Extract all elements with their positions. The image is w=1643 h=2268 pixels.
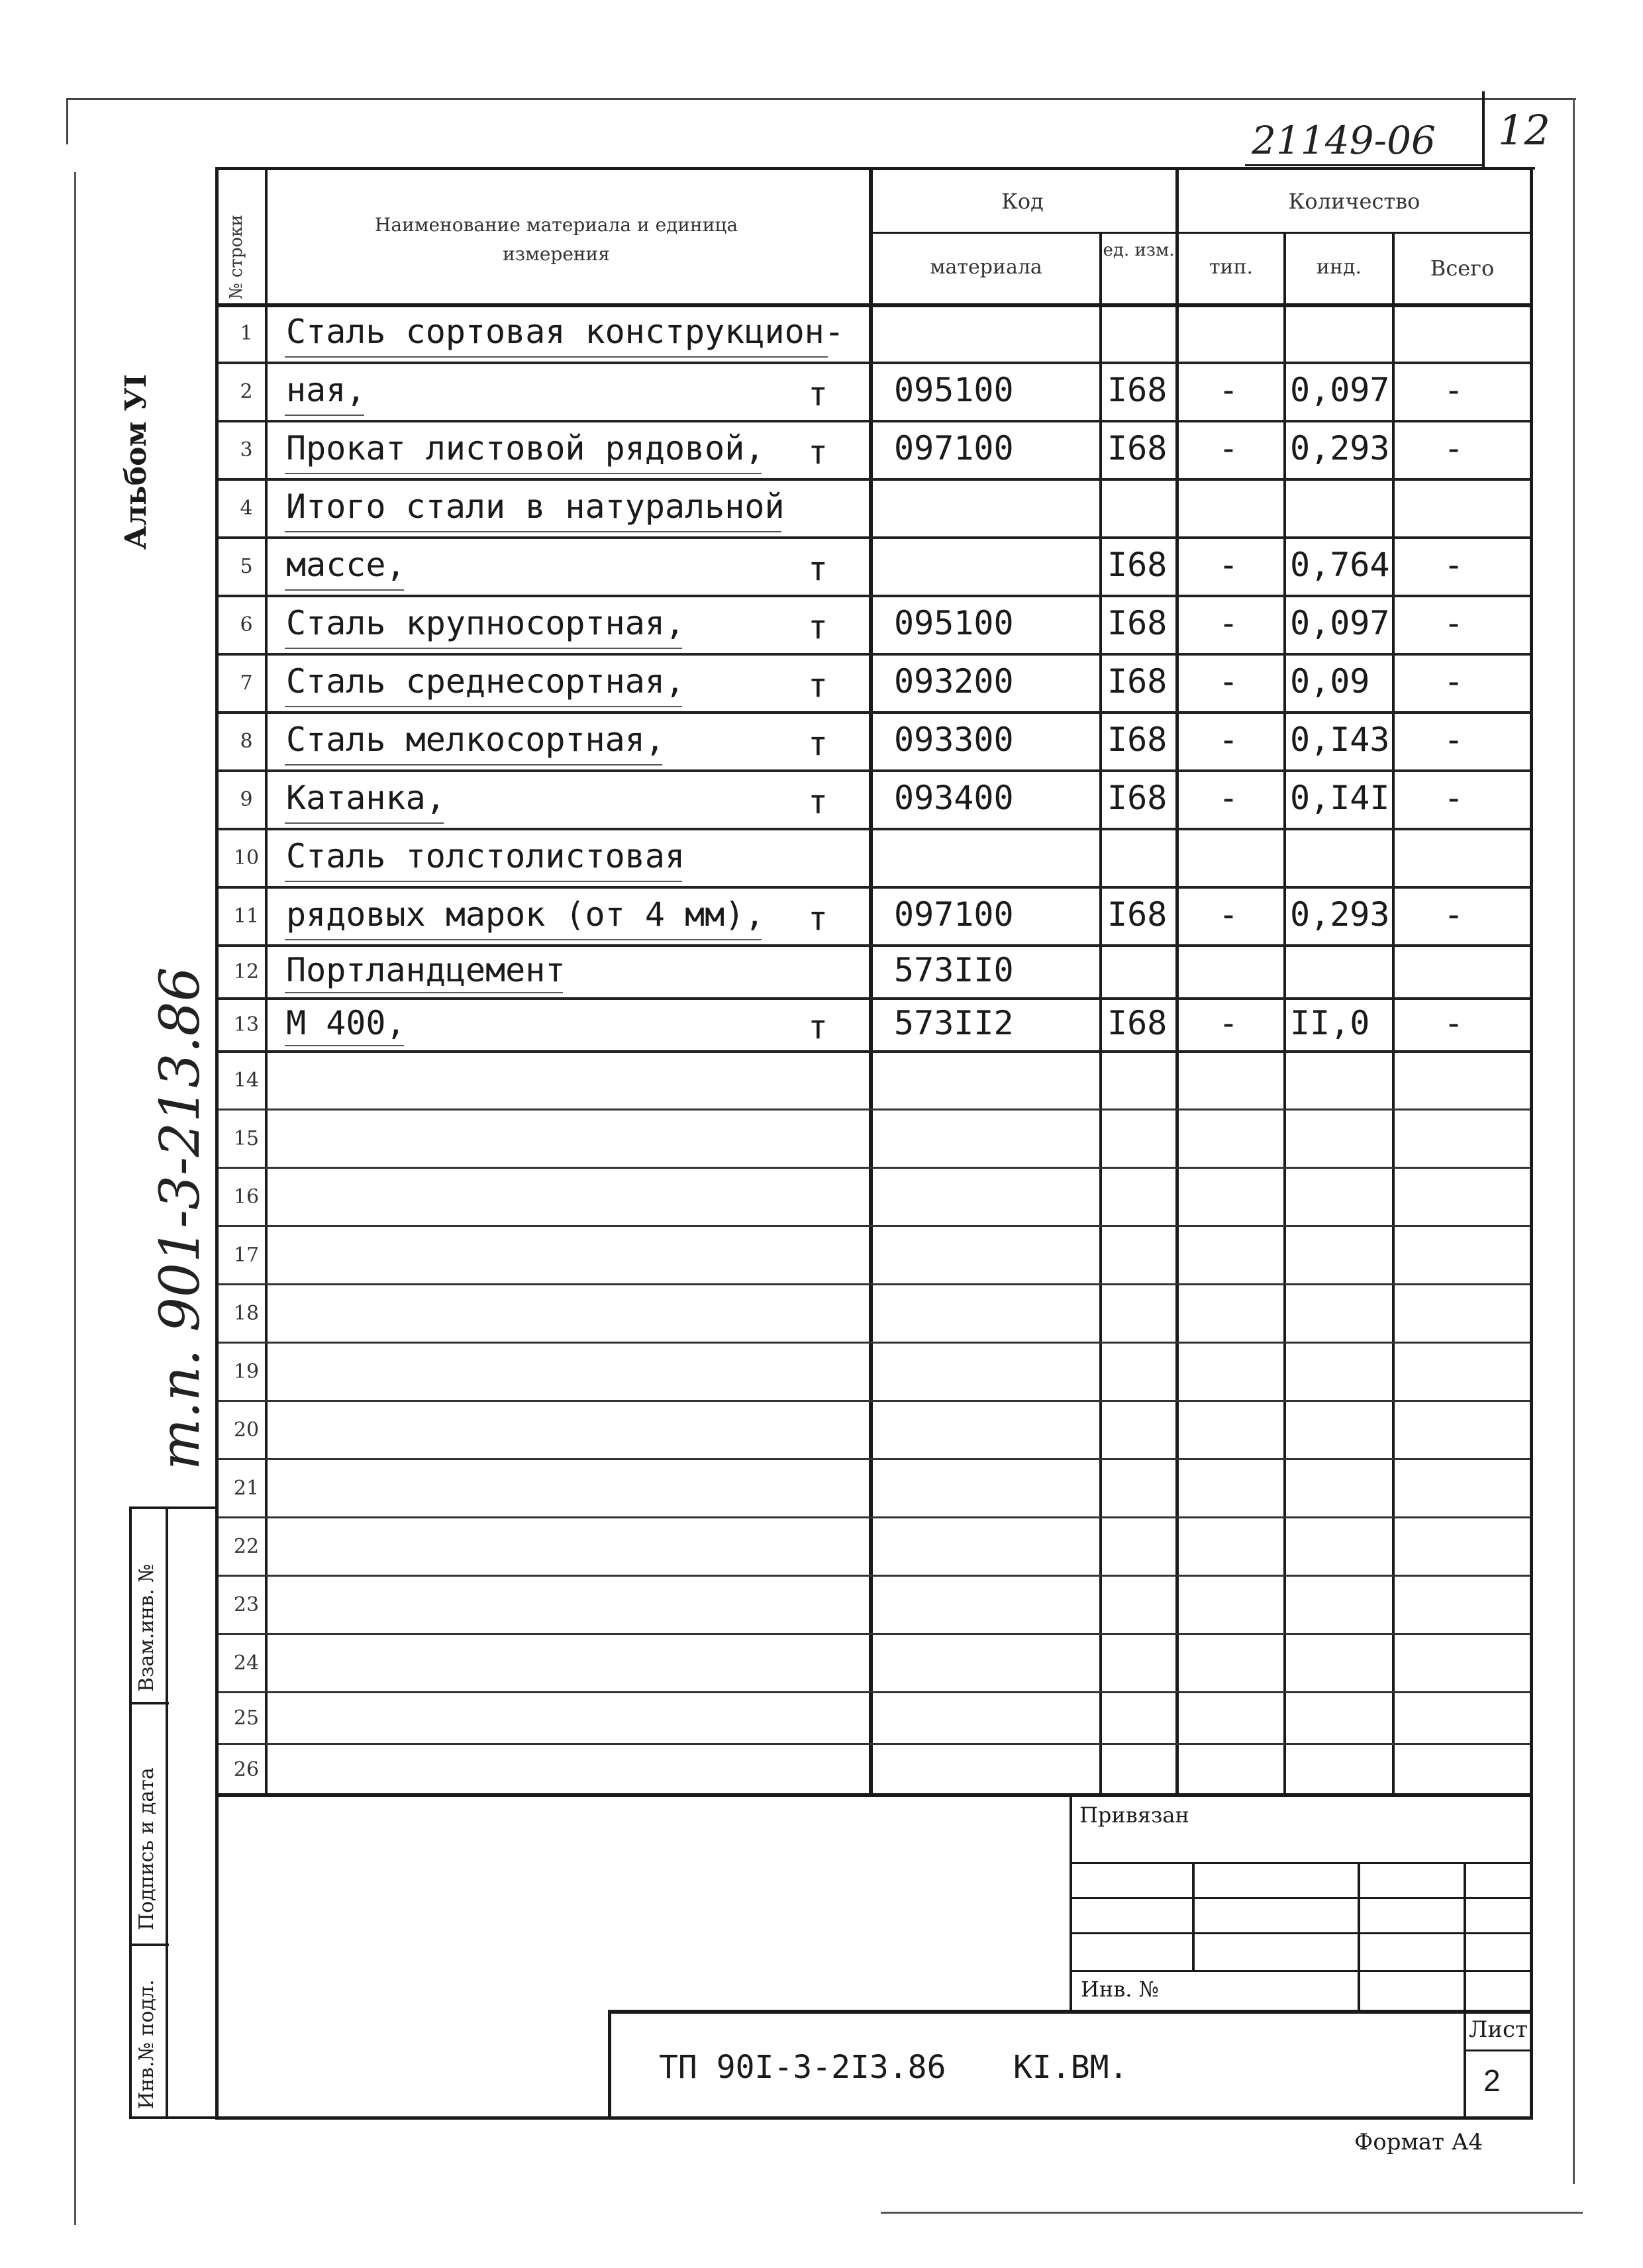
tb-vline-c xyxy=(1464,1862,1466,2117)
name-underline xyxy=(285,822,444,824)
table-row-typ: - xyxy=(1219,371,1239,409)
tb-format: Формат А4 xyxy=(1354,2129,1483,2155)
table-row-line xyxy=(219,1458,1530,1460)
table-row-number: 24 xyxy=(233,1652,260,1675)
table-row-unit: т xyxy=(808,550,828,588)
table-row-number: 2 xyxy=(240,380,253,403)
tb-privyazan-left xyxy=(1070,1793,1072,2012)
table-row-ind: II,0 xyxy=(1290,1004,1370,1042)
tb-vline-a xyxy=(1192,1862,1195,1971)
header-code: Код xyxy=(1001,189,1044,214)
table-row-line xyxy=(219,1575,1530,1577)
tb-mark: KI.BM. xyxy=(1013,2049,1128,2086)
table-row-name: Сталь среднесортная, xyxy=(286,662,685,701)
tb-designation: ТП 90I-3-2I3.86 xyxy=(659,2049,946,2086)
table-row-name: Сталь крупносортная, xyxy=(286,604,685,642)
table-row-line xyxy=(219,1633,1530,1635)
tb-main-top xyxy=(608,2010,1533,2014)
table-row-typ: - xyxy=(1219,604,1239,642)
table-row-total: - xyxy=(1444,371,1464,409)
tb-vline-b xyxy=(1358,1862,1360,2011)
header-quantity: Количество xyxy=(1288,189,1420,214)
docnum-underline xyxy=(1245,164,1483,166)
table-row-typ: - xyxy=(1219,720,1239,759)
table-row-name: Портландцемент xyxy=(286,951,566,989)
name-underline xyxy=(285,1045,404,1046)
table-row-code: 093300 xyxy=(894,720,1014,759)
table-row-line xyxy=(219,1109,1530,1110)
table-row-number: 20 xyxy=(233,1418,260,1442)
table-row-line xyxy=(219,828,1530,830)
table-row-number: 15 xyxy=(233,1127,260,1150)
table-row-unit: т xyxy=(808,783,828,821)
outer-frame-left xyxy=(66,98,68,144)
table-row-code: 095100 xyxy=(894,604,1014,642)
tb-sheet-label: Лист xyxy=(1469,2016,1528,2043)
table-row-line xyxy=(219,1342,1530,1344)
table-row-unit: т xyxy=(808,1008,828,1046)
table-row-line xyxy=(219,1225,1530,1227)
table-row-line xyxy=(219,1516,1530,1518)
col-line-ind xyxy=(1392,232,1395,1796)
table-row-line xyxy=(219,595,1530,597)
tb-privyazan: Привязан xyxy=(1079,1802,1189,1828)
table-row-typ: - xyxy=(1219,429,1239,468)
table-row-total: - xyxy=(1444,429,1464,468)
table-row-number: 10 xyxy=(233,846,260,869)
tb-top xyxy=(215,1793,1533,1797)
table-row-ind: 0,09 xyxy=(1290,662,1370,701)
name-underline xyxy=(285,356,828,358)
table-row-total: - xyxy=(1444,662,1464,701)
header-qty-total: Всего xyxy=(1430,256,1495,281)
name-underline xyxy=(285,415,364,416)
table-row-number: 6 xyxy=(240,613,253,636)
table-row-line xyxy=(219,1691,1530,1693)
table-border-top xyxy=(215,167,1533,170)
tb-sheet-line xyxy=(1464,2049,1533,2051)
table-row-number: 13 xyxy=(233,1013,260,1036)
table-border-bottom xyxy=(215,2116,1533,2120)
page-box-left xyxy=(1482,91,1485,170)
header-qty-typ: тип. xyxy=(1209,256,1254,279)
table-row-total: - xyxy=(1444,604,1464,642)
stamp-bottom xyxy=(129,2116,219,2119)
page-number: 12 xyxy=(1498,106,1550,154)
table-row-uom: I68 xyxy=(1107,546,1168,584)
table-row-name: массе, xyxy=(286,546,406,584)
table-row-line xyxy=(219,944,1530,947)
table-row-name: Катанка, xyxy=(286,779,446,817)
table-row-line xyxy=(219,1050,1530,1053)
table-row-name: Сталь мелкосортная, xyxy=(286,720,665,759)
table-row-unit: т xyxy=(808,899,828,938)
table-row-number: 5 xyxy=(240,555,253,578)
table-row-line xyxy=(219,886,1530,889)
table-row-name: Прокат листовой рядовой, xyxy=(286,429,765,468)
table-row-code: 095100 xyxy=(894,371,1014,409)
table-row-unit: т xyxy=(808,724,828,763)
table-row-name: М 400, xyxy=(286,1004,406,1042)
table-row-line xyxy=(219,1743,1530,1745)
stamp-div1 xyxy=(129,1702,169,1704)
table-row-line xyxy=(219,653,1530,656)
table-row-number: 4 xyxy=(240,497,253,520)
table-row-ind: 0,293 xyxy=(1290,895,1390,934)
table-row-number: 17 xyxy=(233,1244,260,1267)
table-row-code: 093400 xyxy=(894,779,1014,817)
header-sub-line xyxy=(869,232,1531,234)
table-row-line xyxy=(219,420,1530,422)
header-row-number: № строки xyxy=(226,215,246,299)
table-row-line xyxy=(219,769,1530,772)
table-row-line xyxy=(219,1400,1530,1402)
table-row-uom: I68 xyxy=(1107,720,1168,759)
table-row-uom: I68 xyxy=(1107,1004,1168,1042)
table-row-uom: I68 xyxy=(1107,662,1168,701)
table-row-line xyxy=(219,997,1530,1000)
table-row-code: 097100 xyxy=(894,429,1014,468)
table-row-uom: I68 xyxy=(1107,779,1168,817)
outer-frame-right xyxy=(1573,98,1575,2184)
header-name: Наименование материала и единица измерения xyxy=(374,214,738,265)
name-underline xyxy=(285,706,682,707)
name-underline xyxy=(285,648,682,649)
name-underline xyxy=(285,939,762,940)
table-row-number: 22 xyxy=(233,1535,260,1558)
name-underline xyxy=(285,531,781,532)
tb-sheet-number: 2 xyxy=(1483,2063,1501,2098)
table-row-name: ная, xyxy=(286,371,366,409)
table-row-number: 9 xyxy=(240,788,253,811)
table-row-line xyxy=(219,1283,1530,1285)
stamp-left xyxy=(129,1506,132,2119)
stamp-mid xyxy=(166,1506,168,2119)
table-row-number: 11 xyxy=(233,905,260,928)
table-row-code: 573II0 xyxy=(894,951,1014,989)
table-row-ind: 0,I43 xyxy=(1290,720,1390,759)
col-line-uom xyxy=(1175,167,1179,1796)
table-row-line xyxy=(219,536,1530,539)
table-row-total: - xyxy=(1444,895,1464,934)
table-row-typ: - xyxy=(1219,779,1239,817)
table-row-line xyxy=(219,478,1530,481)
table-row-unit: т xyxy=(808,608,828,646)
project-label: т.п. 901-3-213.86 xyxy=(149,967,212,1470)
tb-main-left xyxy=(608,2010,611,2119)
header-code-uom: ед. изм. xyxy=(1103,240,1175,260)
table-row-ind: 0,097 xyxy=(1290,604,1390,642)
table-border-left xyxy=(215,167,219,2119)
table-row-number: 25 xyxy=(233,1706,260,1730)
table-row-unit: т xyxy=(808,666,828,705)
header-bottom-line xyxy=(215,303,1533,307)
stamp-div2 xyxy=(129,1944,169,1946)
table-row-typ: - xyxy=(1219,1004,1239,1042)
table-row-total: - xyxy=(1444,1004,1464,1042)
table-row-code: 097100 xyxy=(894,895,1014,934)
table-row-uom: I68 xyxy=(1107,604,1168,642)
table-row-line xyxy=(219,711,1530,714)
header-code-material: материала xyxy=(930,256,1042,279)
table-row-typ: - xyxy=(1219,895,1239,934)
stamp-top xyxy=(129,1506,219,1509)
table-row-ind: 0,293 xyxy=(1290,429,1390,468)
table-row-uom: I68 xyxy=(1107,895,1168,934)
table-row-ind: 0,I4I xyxy=(1290,779,1390,817)
table-row-number: 26 xyxy=(233,1758,260,1781)
table-row-number: 12 xyxy=(233,960,260,983)
stamp-inv-podl: Инв.№ подл. xyxy=(135,1979,158,2109)
name-underline xyxy=(285,473,762,474)
table-border-right xyxy=(1530,167,1533,2119)
table-row-total: - xyxy=(1444,720,1464,759)
table-row-total: - xyxy=(1444,546,1464,584)
name-underline xyxy=(285,589,404,591)
table-row-number: 1 xyxy=(240,322,253,345)
table-row-ind: 0,764 xyxy=(1290,546,1390,584)
header-qty-ind: инд. xyxy=(1317,256,1362,279)
name-underline xyxy=(285,881,682,882)
table-row-unit: т xyxy=(808,433,828,471)
table-row-number: 7 xyxy=(240,671,253,695)
table-row-number: 21 xyxy=(233,1477,260,1500)
table-row-name: Сталь толстолистовая xyxy=(286,837,685,875)
table-row-number: 16 xyxy=(233,1185,260,1208)
table-row-code: 573II2 xyxy=(894,1004,1014,1042)
table-row-number: 14 xyxy=(233,1069,260,1092)
outer-frame-left-low xyxy=(74,172,76,2225)
table-row-line xyxy=(219,362,1530,364)
outer-frame-bottom xyxy=(881,2212,1583,2214)
table-row-typ: - xyxy=(1219,662,1239,701)
outer-frame-top xyxy=(66,98,1576,100)
table-row-number: 18 xyxy=(233,1302,260,1325)
table-row-typ: - xyxy=(1219,546,1239,584)
stamp-podpis-data: Подпись и дата xyxy=(135,1767,158,1930)
table-row-number: 23 xyxy=(233,1593,260,1616)
table-row-unit: т xyxy=(808,375,828,413)
name-underline xyxy=(285,992,563,993)
table-row-name: Итого стали в натуральной xyxy=(286,487,785,526)
table-row-uom: I68 xyxy=(1107,429,1168,468)
table-row-name: рядовых марок (от 4 мм), xyxy=(286,895,765,934)
table-row-number: 19 xyxy=(233,1360,260,1383)
tb-inv-no: Инв. № xyxy=(1081,1977,1159,2002)
table-row-ind: 0,097 xyxy=(1290,371,1390,409)
stamp-vzam-inv: Взам.инв. № xyxy=(135,1563,158,1692)
table-row-code: 093200 xyxy=(894,662,1014,701)
table-row-name: Сталь сортовая конструкцион- xyxy=(286,313,844,351)
document-number: 21149-06 xyxy=(1252,118,1436,163)
name-underline xyxy=(285,764,662,765)
col-line-typ xyxy=(1283,232,1286,1796)
table-row-uom: I68 xyxy=(1107,371,1168,409)
col-line-code xyxy=(1099,232,1102,1796)
table-row-number: 8 xyxy=(240,730,253,753)
table-row-number: 3 xyxy=(240,438,253,462)
col-line-name xyxy=(869,167,873,1796)
table-row-line xyxy=(219,1167,1530,1169)
table-row-total: - xyxy=(1444,779,1464,817)
album-label: Альбом УI xyxy=(119,373,153,550)
